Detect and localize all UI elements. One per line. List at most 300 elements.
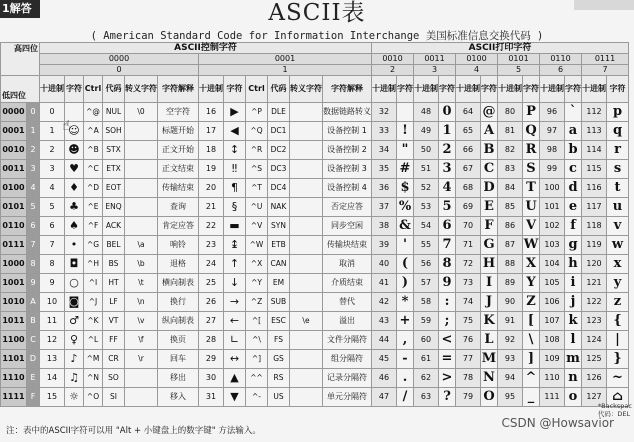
escape-cell [125,179,158,198]
control-group-header: ASCII控制字符 [40,43,372,54]
char-cell: L [481,331,498,350]
char-cell: O [481,388,498,407]
description-cell: 退格 [158,255,199,274]
decimal-cell: 96 [540,103,565,122]
escape-cell: \a [125,236,158,255]
ctrl-key-cell: ^Z [246,293,268,312]
char-cell: F [481,217,498,236]
decimal-cell: 63 [414,388,439,407]
char-cell: 9 [439,274,456,293]
hex-header: 1 [199,65,372,76]
row-bits: 0100 [1,179,27,198]
decimal-cell: 27 [199,312,224,331]
char-cell: } [607,350,629,369]
decimal-cell: 24 [199,255,224,274]
hex-header: 7 [582,65,629,76]
char-cell: G [481,236,498,255]
row-bits: 0000 [1,103,27,122]
decimal-cell: 12 [40,331,65,350]
glyph-cell: ◙ [65,293,84,312]
char-cell: > [439,369,456,388]
glyph-cell: ♂ [65,312,84,331]
char-cell: N [481,369,498,388]
row-hex: 0 [27,103,40,122]
decimal-cell: 113 [582,122,607,141]
decimal-cell: 102 [540,217,565,236]
glyph-cell: ↑ [224,255,246,274]
char-cell: W [523,236,540,255]
row-hex: 8 [27,255,40,274]
char-cell: # [397,160,414,179]
ctrl-key-cell: ^B [84,141,103,160]
column-header-ctrl: Ctrl [84,76,103,103]
ctrl-key-cell: ^G [84,236,103,255]
description-cell: 文件分隔符 [323,331,372,350]
decimal-cell: 34 [372,141,397,160]
code-cell: BEL [103,236,125,255]
decimal-cell: 39 [372,236,397,255]
decimal-cell: 5 [40,198,65,217]
code-cell: ETX [103,160,125,179]
decimal-cell: 79 [456,388,481,407]
ctrl-key-cell: ^V [246,217,268,236]
decimal-cell: 19 [199,160,224,179]
char-cell: ^ [523,369,540,388]
column-header-dec: 十进制 [498,76,523,103]
column-header-char: 字符 [607,76,629,103]
row-hex: 5 [27,198,40,217]
column-header-code: 代码 [268,76,290,103]
glyph-cell: ↨ [224,236,246,255]
decimal-cell: 58 [414,293,439,312]
description-cell: 回车 [158,350,199,369]
code-cell: FS [268,331,290,350]
description-cell: 肯定应答 [158,217,199,236]
description-cell: 设备控制 2 [323,141,372,160]
char-cell: z [607,293,629,312]
hex-header: 0 [40,65,199,76]
decimal-cell: 0 [40,103,65,122]
escape-cell [290,255,323,274]
decimal-cell: 61 [414,350,439,369]
char-cell: V [523,217,540,236]
char-cell: S [523,160,540,179]
char-cell: c [565,160,582,179]
escape-cell [290,293,323,312]
char-cell: ? [439,388,456,407]
decimal-cell: 120 [582,255,607,274]
char-cell: = [439,350,456,369]
ctrl-key-cell: ^X [246,255,268,274]
decimal-cell: 2 [40,141,65,160]
char-cell: ] [523,350,540,369]
char-cell: < [439,331,456,350]
ctrl-key-cell: ^] [246,350,268,369]
char-cell: % [397,198,414,217]
glyph-cell: ♠ [65,217,84,236]
description-cell: 数据链路转义 [323,103,372,122]
char-cell: E [481,198,498,217]
decimal-cell: 11 [40,312,65,331]
decimal-cell: 104 [540,255,565,274]
ctrl-key-cell: ^H [84,255,103,274]
bits-header: 0010 [372,54,414,65]
escape-cell [290,103,323,122]
escape-cell [290,350,323,369]
code-cell: CR [103,350,125,369]
char-cell: n [565,369,582,388]
watermark: CSDN @Howsavior [501,416,614,430]
char-cell: s [607,160,629,179]
decimal-cell: 123 [582,312,607,331]
table-row [1,179,629,198]
escape-cell: \n [125,293,158,312]
row-bits: 0001 [1,122,27,141]
description-cell: 溢出 [323,312,372,331]
decimal-cell: 75 [456,312,481,331]
decimal-cell: 38 [372,217,397,236]
row-hex: 2 [27,141,40,160]
char-cell: A [481,122,498,141]
decimal-cell: 56 [414,255,439,274]
decimal-cell: 31 [199,388,224,407]
glyph-cell: ▶ [224,103,246,122]
table-row [1,103,629,122]
row-hex: 1 [27,122,40,141]
char-cell: g [565,236,582,255]
decimal-cell: 85 [498,198,523,217]
code-cell: DC3 [268,160,290,179]
char-cell: * [397,293,414,312]
char-cell: 3 [439,160,456,179]
decimal-cell: 83 [498,160,523,179]
char-cell: T [523,179,540,198]
column-header-desc: 字符解释 [323,76,372,103]
code-cell: HT [103,274,125,293]
char-cell: X [523,255,540,274]
decimal-cell: 111 [540,388,565,407]
ascii-table [0,42,629,407]
char-cell: & [397,217,414,236]
table-row [1,274,629,293]
decimal-cell: 15 [40,388,65,407]
row-bits: 1010 [1,293,27,312]
decimal-cell: 53 [414,198,439,217]
decimal-cell: 115 [582,160,607,179]
row-bits: 0011 [1,160,27,179]
decimal-cell: 17 [199,122,224,141]
bits-header: 0001 [199,54,372,65]
code-cell: CAN [268,255,290,274]
char-cell: ! [397,122,414,141]
decimal-cell: 25 [199,274,224,293]
table-row [1,293,629,312]
row-hex: F [27,388,40,407]
decimal-cell: 40 [372,255,397,274]
column-header-dec: 十进制 [414,76,439,103]
decimal-cell: 54 [414,217,439,236]
decimal-cell: 90 [498,293,523,312]
char-cell: ` [565,103,582,122]
description-cell: 同步空闲 [323,217,372,236]
bits-header: 0101 [498,54,540,65]
decimal-cell: 44 [372,331,397,350]
table-row [1,350,629,369]
decimal-cell: 112 [582,103,607,122]
row-bits: 1001 [1,274,27,293]
hex-header: 2 [372,65,414,76]
ctrl-key-cell: ^K [84,312,103,331]
decimal-cell: 46 [372,369,397,388]
escape-cell [290,179,323,198]
char-cell: w [607,236,629,255]
table-row [1,369,629,388]
escape-cell: \e [290,312,323,331]
glyph-cell: ♀ [65,331,84,350]
decimal-cell: 37 [372,198,397,217]
escape-cell: \0 [125,103,158,122]
glyph-cell: ← [224,312,246,331]
row-hex: E [27,369,40,388]
decimal-cell: 55 [414,236,439,255]
decimal-cell: 88 [498,255,523,274]
decimal-cell: 7 [40,236,65,255]
description-cell: 横向制表 [158,274,199,293]
column-header-dec: 十进制 [582,76,607,103]
decimal-cell: 59 [414,312,439,331]
ctrl-key-cell: ^E [84,198,103,217]
description-cell: 传输结束 [158,179,199,198]
decimal-cell: 8 [40,255,65,274]
char-cell: , [397,331,414,350]
low-nibble-label: 低四位 [2,91,26,100]
decimal-cell: 82 [498,141,523,160]
row-bits: 1000 [1,255,27,274]
decimal-cell: 126 [582,369,607,388]
ctrl-key-cell: ^S [246,160,268,179]
table-row [1,122,629,141]
row-bits: 1011 [1,312,27,331]
char-cell: 2 [439,141,456,160]
ctrl-key-cell: ^N [84,369,103,388]
decimal-cell: 30 [199,369,224,388]
char-cell: 7 [439,236,456,255]
decimal-cell: 103 [540,236,565,255]
char-cell [397,103,414,122]
code-cell: NUL [103,103,125,122]
table-row [1,255,629,274]
char-cell: 1 [439,122,456,141]
glyph-cell: ↕ [224,141,246,160]
glyph-cell: • [65,236,84,255]
glyph-cell: ☻ [65,141,84,160]
decimal-cell: 71 [456,236,481,255]
escape-cell [125,160,158,179]
description-cell: 设备控制 1 [323,122,372,141]
ctrl-key-cell: ^M [84,350,103,369]
char-cell: ; [439,312,456,331]
escape-cell [125,217,158,236]
decimal-cell: 13 [40,350,65,369]
char-cell: J [481,293,498,312]
decimal-cell: 106 [540,293,565,312]
ctrl-key-cell: ^D [84,179,103,198]
decimal-cell: 127 [582,388,607,407]
glyph-cell: ♦ [65,179,84,198]
decimal-cell: 101 [540,198,565,217]
decimal-cell: 97 [540,122,565,141]
ctrl-key-cell: ^- [246,388,268,407]
decimal-cell: 4 [40,179,65,198]
glyph-cell: → [224,293,246,312]
char-cell: v [607,217,629,236]
bits-header: 0110 [540,54,582,65]
ctrl-key-cell: ^A [84,122,103,141]
decimal-cell: 125 [582,350,607,369]
ctrl-key-cell: ^R [246,141,268,160]
decimal-cell: 89 [498,274,523,293]
ctrl-key-cell: ^@ [84,103,103,122]
glyph-cell: ‼ [224,160,246,179]
description-cell: 标题开始 [158,122,199,141]
decimal-cell: 22 [199,217,224,236]
decimal-cell: 81 [498,122,523,141]
row-hex: 7 [27,236,40,255]
char-cell: a [565,122,582,141]
ctrl-key-cell: ^P [246,103,268,122]
column-header-esc: 转义字符 [125,76,158,103]
decimal-cell: 119 [582,236,607,255]
code-cell: NAK [268,198,290,217]
glyph-cell: ↔ [224,350,246,369]
code-cell: STX [103,141,125,160]
char-cell: 8 [439,255,456,274]
column-header-char: 字符 [523,76,540,103]
decimal-cell: 122 [582,293,607,312]
decimal-cell: 48 [414,103,439,122]
decimal-cell: 66 [456,141,481,160]
escape-cell [290,369,323,388]
decimal-cell: 20 [199,179,224,198]
char-cell: | [607,331,629,350]
description-cell: 正文结束 [158,160,199,179]
column-header-char: 字符 [565,76,582,103]
char-cell: ⌂ [607,388,629,407]
bits-header: 0000 [40,54,199,65]
code-cell: ENQ [103,198,125,217]
decimal-cell: 121 [582,274,607,293]
table-row [1,160,629,179]
decimal-cell: 95 [498,388,523,407]
code-cell: SYN [268,217,290,236]
code-cell: DC2 [268,141,290,160]
escape-cell [125,369,158,388]
ctrl-key-cell: ^T [246,179,268,198]
table-row [1,312,629,331]
decimal-cell: 45 [372,350,397,369]
char-cell: . [397,369,414,388]
column-header-dec: 十进制 [456,76,481,103]
table-row [1,388,629,407]
code-cell: RS [268,369,290,388]
glyph-cell: ∟ [224,331,246,350]
decimal-cell: 62 [414,369,439,388]
char-cell: ~ [607,369,629,388]
table-row [1,217,629,236]
description-cell: 设备控制 3 [323,160,372,179]
glyph-cell: ♣ [65,198,84,217]
char-cell: R [523,141,540,160]
ctrl-key-cell: ^W [246,236,268,255]
glyph-cell: ↓ [224,274,246,293]
decimal-cell: 78 [456,369,481,388]
decimal-cell: 14 [40,369,65,388]
column-header-dec: 十进制 [199,76,224,103]
char-cell: ( [397,255,414,274]
char-cell: D [481,179,498,198]
decimal-cell: 67 [456,160,481,179]
decimal-cell: 18 [199,141,224,160]
escape-cell: \r [125,350,158,369]
char-cell: Q [523,122,540,141]
escape-cell [290,141,323,160]
backspace-note: *Backspac 代码：DEL [597,402,632,418]
description-cell: 正文开始 [158,141,199,160]
decimal-cell: 65 [456,122,481,141]
glyph-cell: ☼ [65,388,84,407]
corner-label: 1解答 [0,0,40,18]
page-title: ASCII表 [268,0,366,26]
code-cell: ETB [268,236,290,255]
description-cell: 否定应答 [323,198,372,217]
char-cell: 5 [439,198,456,217]
column-header-dec: 十进制 [372,76,397,103]
char-cell: : [439,293,456,312]
char-cell: q [607,122,629,141]
char-cell: 6 [439,217,456,236]
description-cell: 记录分隔符 [323,369,372,388]
glyph-cell: ○ [65,274,84,293]
hex-header: 5 [498,65,540,76]
glyph-cell: ♥ [65,160,84,179]
char-cell: r [607,141,629,160]
decimal-cell: 52 [414,179,439,198]
column-header-char: 字符 [439,76,456,103]
code-cell: DLE [268,103,290,122]
decimal-cell: 28 [199,331,224,350]
char-cell: d [565,179,582,198]
row-bits: 1101 [1,350,27,369]
hex-header: 3 [414,65,456,76]
glyph-cell: § [224,198,246,217]
description-cell: 移出 [158,369,199,388]
escape-cell [290,236,323,255]
high-nibble-label: 高四位 [14,44,38,53]
glyph-cell: ♫ [65,369,84,388]
code-cell: VT [103,312,125,331]
ctrl-key-cell: ^U [246,198,268,217]
decimal-cell: 35 [372,160,397,179]
char-cell: o [565,388,582,407]
decimal-cell: 36 [372,179,397,198]
bits-header: 0011 [414,54,456,65]
glyph-cell: ◀ [224,122,246,141]
description-cell: 取消 [323,255,372,274]
char-cell: K [481,312,498,331]
ctrl-key-cell: ^^ [246,369,268,388]
decimal-cell: 86 [498,217,523,236]
escape-cell [125,388,158,407]
